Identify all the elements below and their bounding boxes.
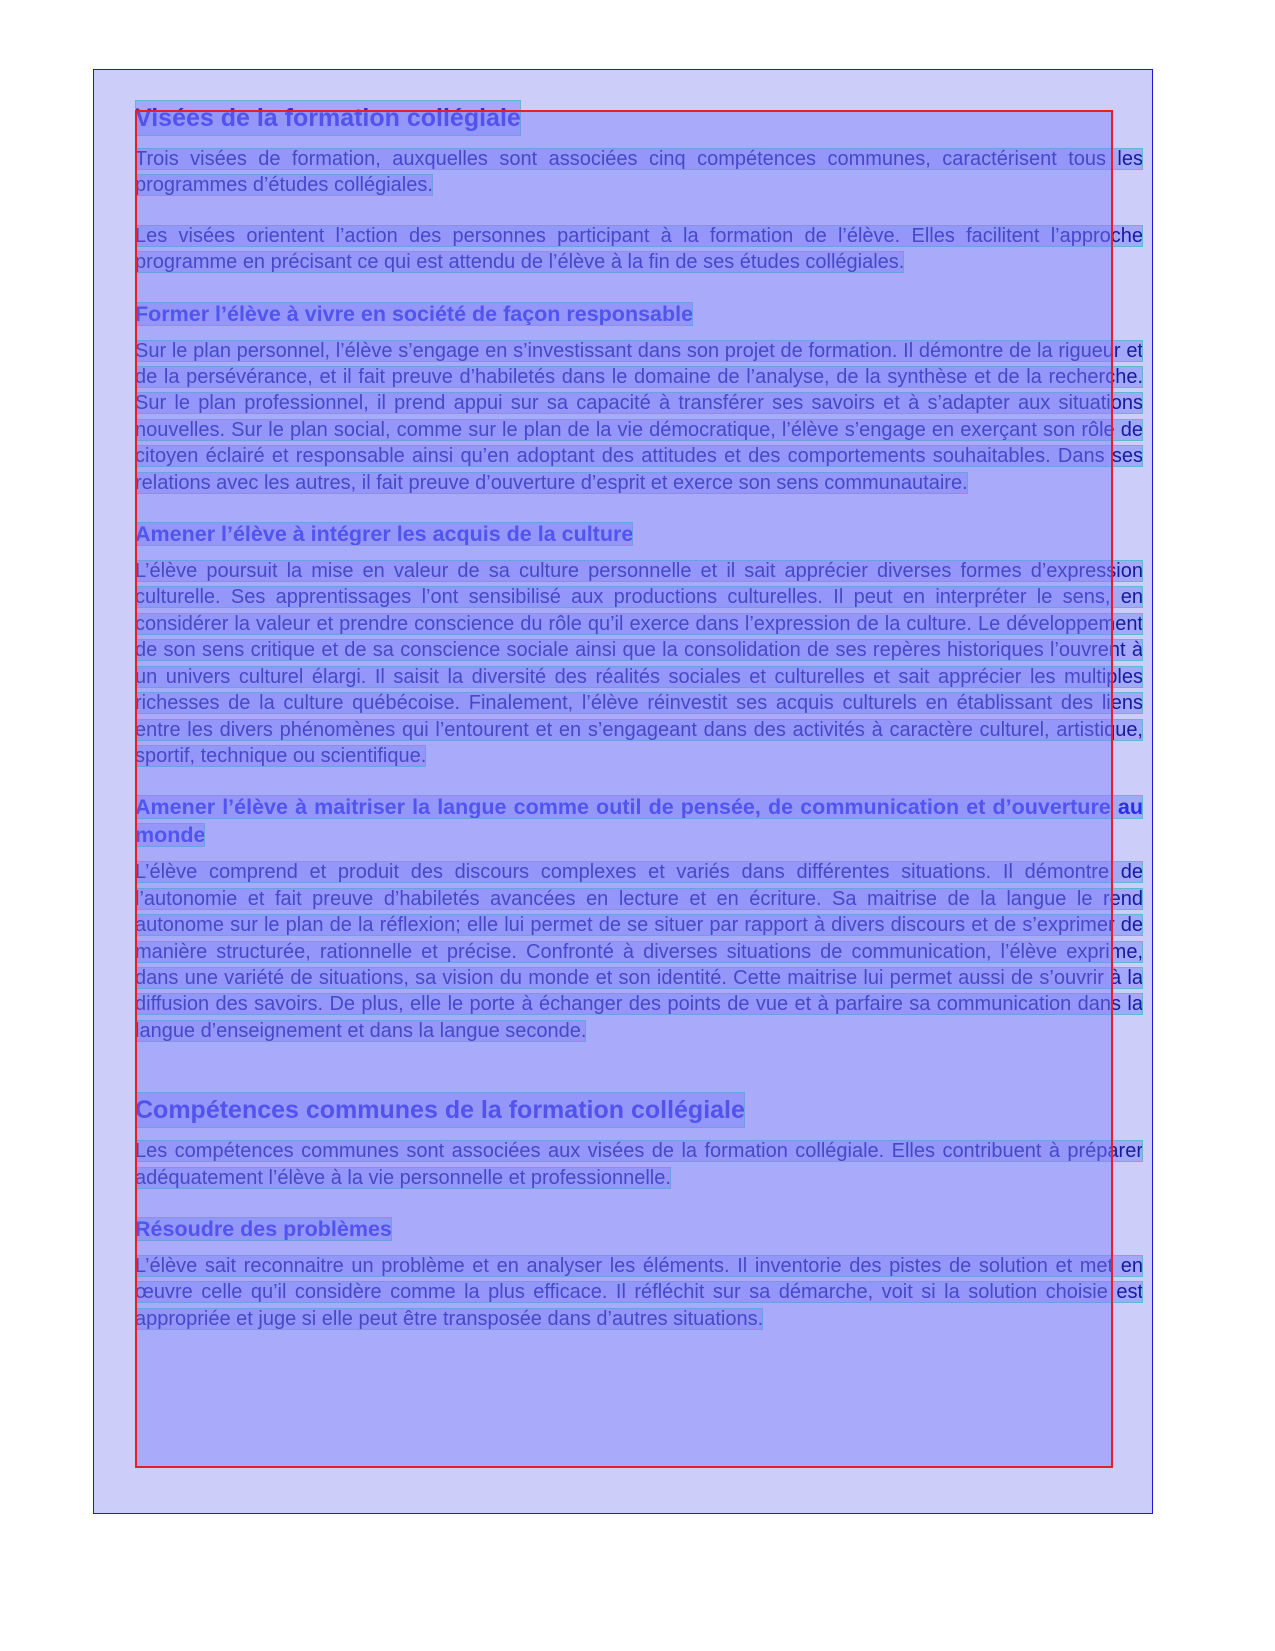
- subsection-body-langue: L’élève comprend et produit des discours complexes et variés dans différentes situations. Il démontre de l’autonomie et fait preuve d’habiletés avancées en lecture et en écriture. Sa maitrise de la langue le rend autonome sur le plan de la réflexion; elle lui permet de se situer par rapport à divers discours et de s’exprimer de manière structurée, rationnelle et précise. Confronté à diverses situations de communication, l’élève exprime, dans une variété de situations, sa vision du monde et son identité. Cette maitrise lui permet aussi de s’ouvrir à la diffusion des savoirs. De plus, elle le porte à échanger des points de vue et à parfaire sa communication dans la langue d’enseignement et dans la langue seconde.: [135, 861, 1143, 1042]
- section-title-competences: Compétences communes de la formation collégiale: [135, 1092, 1143, 1128]
- competences-intro-paragraph: Les compétences communes sont associées aux visées de la formation collégiale. Elles contribuent à préparer adéquatement l’élève à la vie personnelle et professionnelle.: [135, 1140, 1143, 1189]
- subsection-body-culture: L’élève poursuit la mise en valeur de sa culture personnelle et il sait apprécier diverses formes d’expression culturelle. Ses apprentissages l’ont sensibilisé aux productions culturelles. Il peut en interpréter le sens, en considérer la valeur et prendre conscience du rôle qu’il exerce dans l’expression de la culture. Le développement de son sens critique et de sa conscience sociale ainsi que la consolidation de ses repères historiques l’ouvrent à un univers culturel élargi. Il saisit la diversité des réalités sociales et culturelles et sait apprécier les multiples richesses de la culture québécoise. Finalement, l’élève réinvestit ses acquis culturels en établissant des liens entre les divers phénomènes qui l’entourent et en s’engageant dans des activités à caractère culturel, artistique, sportif, technique ou scientifique.: [135, 560, 1143, 767]
- subsection-heading-culture: Amener l’élève à intégrer les acquis de la culture: [135, 522, 634, 547]
- subsection-body-problemes: L’élève sait reconnaitre un problème et en analyser les éléments. Il inventorie des pistes de solution et met en œuvre celle qu’il considère comme la plus efficace. Il réfléchit sur sa démarche, voit si la solution choisie est appropriée et juge si elle peut être transposée dans d’autres situations.: [135, 1254, 1143, 1330]
- section-title-visees: Visées de la formation collégiale: [135, 100, 1143, 136]
- subsection-heading-problemes: Résoudre des problèmes: [135, 1216, 392, 1241]
- intro-paragraph-1: Trois visées de formation, auxquelles sont associées cinq compétences communes, caractérisent tous les programmes d’études collégiales.: [135, 148, 1143, 197]
- intro-paragraph-2: Les visées orientent l’action des personnes participant à la formation de l’élève. Elles facilitent l’approche programme en précisant ce qui est attendu de l’élève à la fin de ses études collégiales.: [135, 224, 1143, 274]
- document-body: [135, 100, 1143, 1332]
- subsection-heading-societe: Former l’élève à vivre en société de façon responsable: [135, 301, 694, 326]
- subsection-body-societe: Sur le plan personnel, l’élève s’engage en s’investissant dans son projet de formation. Il démontre de la rigueur et de la persévérance, et il fait preuve d’habiletés dans le domaine de l’analyse, de la synthèse et de la recherche. Sur le plan professionnel, il prend appui sur sa capacité à transférer ses savoirs et à s’adapter aux situations nouvelles. Sur le plan social, comme sur le plan de la vie démocratique, l’élève s’engage en exerçant son rôle de citoyen éclairé et responsable ainsi qu’en adoptant des attitudes et des comportements souhaitables. Dans ses relations avec les autres, il fait preuve d’ouverture d’esprit et exerce son sens communautaire.: [135, 339, 1143, 494]
- subsection-heading-langue: Amener l’élève à maitriser la langue comme outil de pensée, de communication et d’ouverture au monde: [135, 795, 1143, 848]
